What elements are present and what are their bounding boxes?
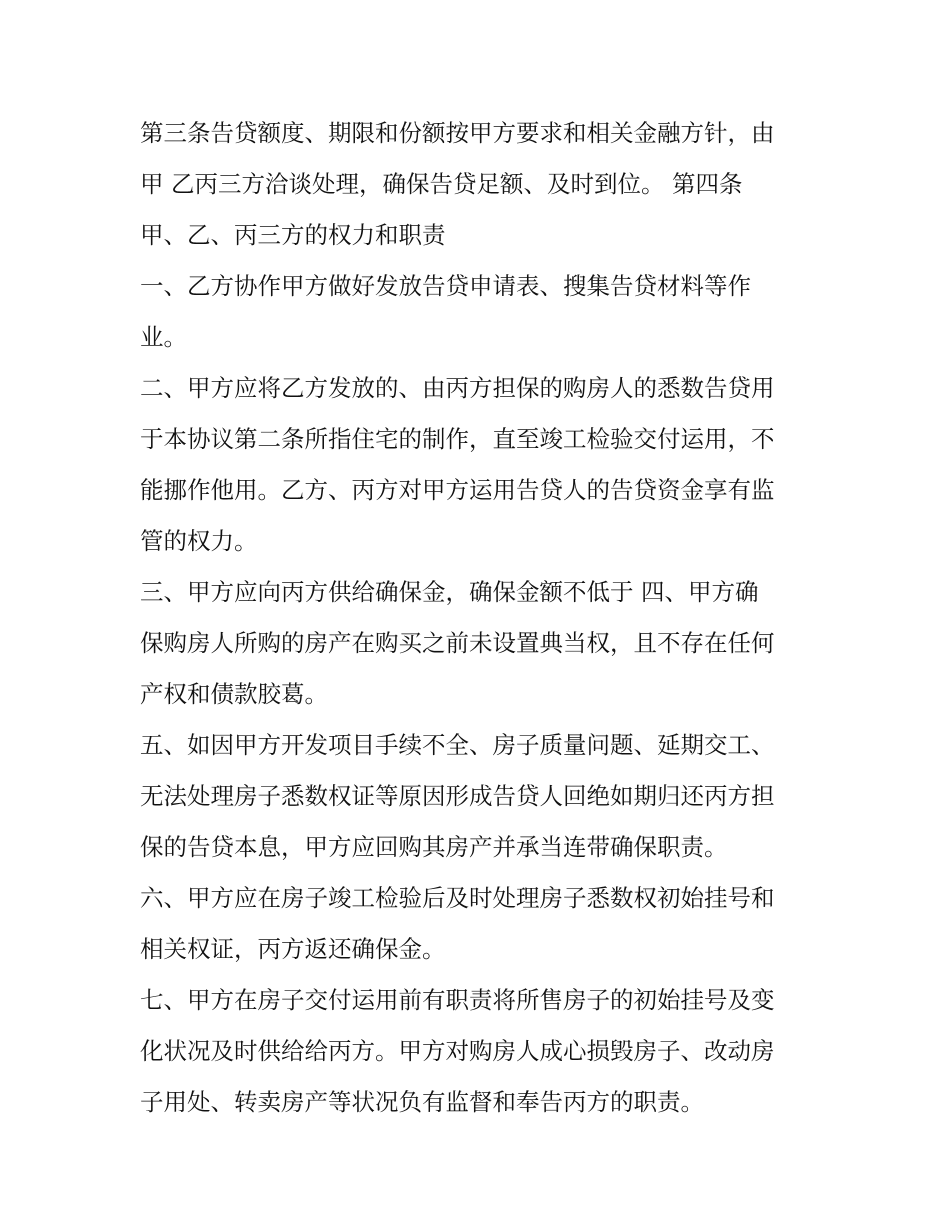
text-line: 无法处理房子悉数权证等原因形成告贷人回绝如期归还丙方担 bbox=[140, 782, 775, 810]
text-line: 化状况及时供给给丙方。甲方对购房人成心损毁房子、改动房 bbox=[140, 1037, 775, 1065]
text-line: 业。 bbox=[140, 323, 187, 351]
text-line: 甲 乙丙三方洽谈处理，确保告贷足额、及时到位。 第四条 bbox=[140, 170, 743, 198]
text-line: 保购房人所购的房产在购买之前未设置典当权，且不存在任何 bbox=[140, 629, 775, 657]
text-line: 相关权证，丙方返还确保金。 bbox=[140, 935, 446, 963]
text-line: 七、甲方在房子交付运用前有职责将所售房子的初始挂号及变 bbox=[140, 986, 775, 1014]
text-line: 三、甲方应向丙方供给确保金，确保金额不低于 四、甲方确 bbox=[140, 578, 759, 606]
text-line: 于本协议第二条所指住宅的制作，直至竣工检验交付运用，不 bbox=[140, 425, 775, 453]
text-line: 六、甲方应在房子竣工检验后及时处理房子悉数权初始挂号和 bbox=[140, 884, 775, 912]
text-line: 能挪作他用。乙方、丙方对甲方运用告贷人的告贷资金享有监 bbox=[140, 476, 775, 504]
text-line: 产权和债款胶葛。 bbox=[140, 680, 328, 708]
text-line: 五、如因甲方开发项目手续不全、房子质量问题、延期交工、 bbox=[140, 731, 775, 759]
text-line: 管的权力。 bbox=[140, 527, 258, 555]
text-line: 子用处、转卖房产等状况负有监督和奉告丙方的职责。 bbox=[140, 1088, 704, 1116]
document-body bbox=[140, 108, 820, 1128]
text-line: 第三条告贷额度、期限和份额按甲方要求和相关金融方针，由 bbox=[140, 119, 775, 147]
text-line: 保的告贷本息，甲方应回购其房产并承当连带确保职责。 bbox=[140, 833, 728, 861]
text-line: 二、甲方应将乙方发放的、由丙方担保的购房人的悉数告贷用 bbox=[140, 374, 775, 402]
text-line: 一、乙方协作甲方做好发放告贷申请表、搜集告贷材料等作 bbox=[140, 272, 751, 300]
text-line: 甲、乙、丙三方的权力和职责 bbox=[140, 221, 446, 249]
